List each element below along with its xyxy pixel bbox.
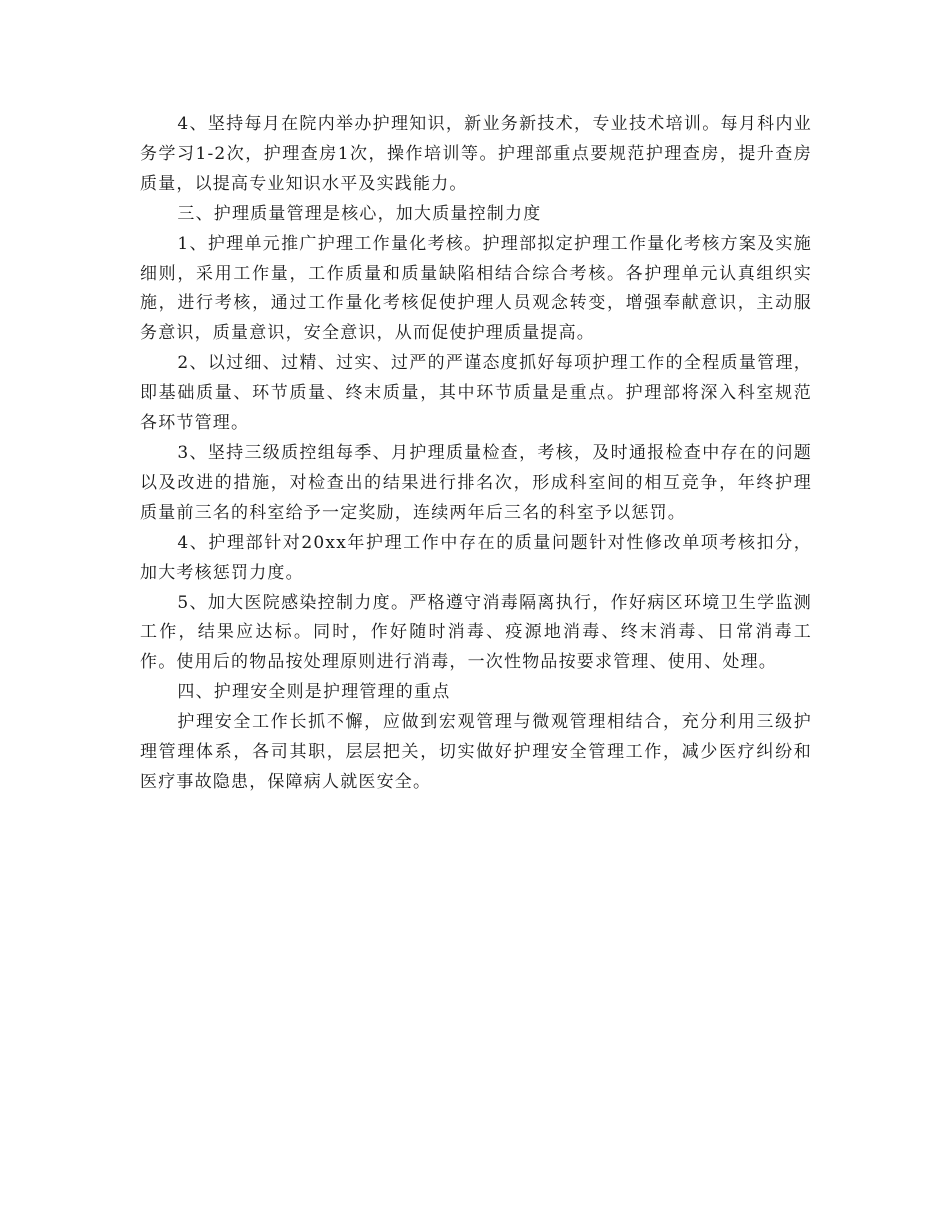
paragraph-training: 4、坚持每月在院内举办护理知识，新业务新技术，专业技术培训。每月科内业务学习1-2次，护理查房1次，操作培训等。护理部重点要规范护理查房，提升查房质量，以提高专业知识水平及实践能力。 bbox=[140, 114, 812, 194]
paragraph-quantified-assessment: 1、护理单元推广护理工作量化考核。护理部拟定护理工作量化考核方案及实施细则，采用工作量，工作质量和质量缺陷相结合综合考核。各护理单元认真组织实施，进行考核，通过工作量化考核促使护理人员观念转变，增强奉献意识，主动服务意识，质量意识，安全意识，从而促使护理质量提高。 bbox=[140, 233, 812, 344]
document-body bbox=[140, 110, 812, 798]
paragraph-assessment-penalty: 4、护理部针对20xx年护理工作中存在的质量问题针对性修改单项考核扣分，加大考核惩罚力度。 bbox=[140, 532, 812, 583]
section-heading-safety: 四、护理安全则是护理管理的重点 bbox=[177, 682, 451, 703]
paragraph-process-quality: 2、以过细、过精、过实、过严的严谨态度抓好每项护理工作的全程质量管理，即基础质量、环节质量、终末质量，其中环节质量是重点。护理部将深入科室规范各环节管理。 bbox=[140, 353, 812, 434]
paragraph-three-level-control: 3、坚持三级质控组每季、月护理质量检查，考核，及时通报检查中存在的问题以及改进的措施，对检查出的结果进行排名次，形成科室间的相互竞争，年终护理质量前三名的科室给予一定奖励，连续两年后三名的科室予以惩罚。 bbox=[140, 442, 812, 523]
paragraph-safety-management: 护理安全工作长抓不懈，应做到宏观管理与微观管理相结合，充分利用三级护理管理体系，各司其职，层层把关，切实做好护理安全管理工作，减少医疗纠纷和医疗事故隐患，保障病人就医安全。 bbox=[140, 712, 812, 792]
paragraph-infection-control: 5、加大医院感染控制力度。严格遵守消毒隔离执行，作好病区环境卫生学监测工作，结果应达标。同时，作好随时消毒、疫源地消毒、终末消毒、日常消毒工作。使用后的物品按处理原则进行消毒，一次性物品按要求管理、使用、处理。 bbox=[140, 592, 812, 673]
section-heading-quality: 三、护理质量管理是核心，加大质量控制力度 bbox=[177, 203, 542, 224]
